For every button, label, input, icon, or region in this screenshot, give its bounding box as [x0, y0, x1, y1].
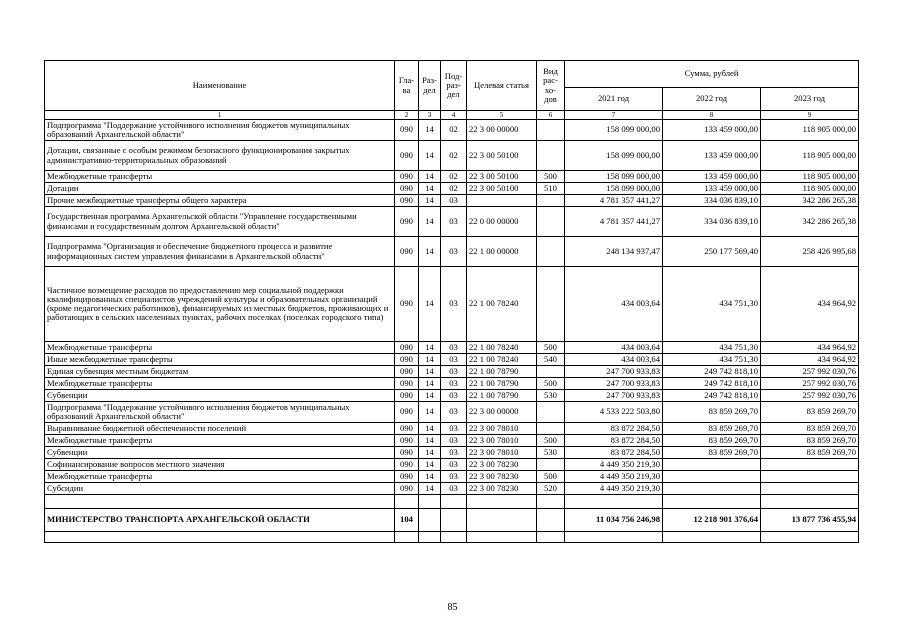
row-glava: 090: [395, 402, 419, 423]
row-2021: 247 700 933,83: [565, 366, 663, 378]
page-number: 85: [447, 602, 458, 613]
row-glava: 090: [395, 267, 419, 342]
row-glava: 090: [395, 141, 419, 171]
row-name: Субсидии: [45, 483, 395, 495]
row-target: 22 1 00 78240: [467, 354, 537, 366]
row-razdel: 14: [419, 447, 441, 459]
column-index-row: [45, 111, 859, 120]
column-index: 2: [395, 111, 419, 120]
blank-row: [45, 532, 859, 543]
row-2022: 250 177 569,40: [663, 237, 761, 267]
row-2022: 83 859 269,70: [663, 447, 761, 459]
header-year-2023: 2023 год: [761, 88, 859, 111]
row-name: Межбюджетные трансферты: [45, 435, 395, 447]
row-target: 22 1 00 78240: [467, 342, 537, 354]
row-2023: 258 426 995,68: [761, 237, 859, 267]
row-name: Прочие межбюджетные трансферты общего характера: [45, 195, 395, 207]
row-2021: 4 449 350 219,30: [565, 483, 663, 495]
row-2021: 434 003,64: [565, 354, 663, 366]
table-row: [45, 354, 859, 366]
row-glava: 090: [395, 390, 419, 402]
row-vid: [537, 402, 565, 423]
row-2021: 4 533 222 503,80: [565, 402, 663, 423]
row-podrazdel: 03: [441, 483, 467, 495]
row-razdel: 14: [419, 183, 441, 195]
header-sum: Сумма, рублей: [565, 61, 859, 88]
row-name: Единая субвенция местным бюджетам: [45, 366, 395, 378]
row-target: [467, 195, 537, 207]
row-target: 22 3 00 78230: [467, 471, 537, 483]
row-vid: 500: [537, 435, 565, 447]
total-2021: 11 034 756 246,98: [565, 509, 663, 532]
row-razdel: 14: [419, 402, 441, 423]
total-row: [45, 509, 859, 532]
row-2021: 4 449 350 219,30: [565, 459, 663, 471]
row-razdel: 14: [419, 378, 441, 390]
row-name: Межбюджетные трансферты: [45, 471, 395, 483]
row-2023: 342 286 265,38: [761, 195, 859, 207]
row-podrazdel: 02: [441, 141, 467, 171]
budget-table: [44, 60, 859, 543]
row-podrazdel: 03: [441, 423, 467, 435]
table-row: [45, 195, 859, 207]
row-2022: [663, 459, 761, 471]
row-glava: 090: [395, 171, 419, 183]
row-target: 22 3 00 78230: [467, 459, 537, 471]
total-2022: 12 218 901 376,64: [663, 509, 761, 532]
row-name: Межбюджетные трансферты: [45, 171, 395, 183]
row-2021: 4 781 357 441,27: [565, 207, 663, 237]
row-name: Частичное возмещение расходов по предоставлению мер социальной поддержки квалифицированных специалистов учреждений культуры и образовательных организаций (кроме педагогических работников), финансируемых из местных бюджетов, проживающих и работающих в сельских населенных пунктах, рабочих поселках (поселках городского типа): [45, 267, 395, 342]
row-glava: 090: [395, 471, 419, 483]
row-glava: 090: [395, 342, 419, 354]
row-vid: [537, 423, 565, 435]
row-target: 22 1 00 78790: [467, 366, 537, 378]
row-razdel: 14: [419, 342, 441, 354]
row-target: 22 3 00 50100: [467, 141, 537, 171]
row-glava: 090: [395, 195, 419, 207]
row-vid: 510: [537, 183, 565, 195]
row-glava: 090: [395, 237, 419, 267]
row-target: 22 0 00 00000: [467, 207, 537, 237]
row-name: Дотации: [45, 183, 395, 195]
row-2023: 434 964,92: [761, 354, 859, 366]
row-vid: 530: [537, 447, 565, 459]
row-glava: 090: [395, 378, 419, 390]
row-2021: 83 872 284,50: [565, 423, 663, 435]
row-2023: 118 905 000,00: [761, 183, 859, 195]
table-row: [45, 390, 859, 402]
row-podrazdel: 02: [441, 183, 467, 195]
row-2023: 257 992 030,76: [761, 390, 859, 402]
row-podrazdel: 03: [441, 471, 467, 483]
total-glava: 104: [395, 509, 419, 532]
row-2021: 158 099 000,00: [565, 171, 663, 183]
row-glava: 090: [395, 459, 419, 471]
column-index: 4: [441, 111, 467, 120]
row-vid: [537, 195, 565, 207]
row-2022: 133 459 000,00: [663, 171, 761, 183]
row-2022: 249 742 818,10: [663, 390, 761, 402]
row-podrazdel: 03: [441, 402, 467, 423]
row-razdel: 14: [419, 471, 441, 483]
row-name: Подпрограмма "Поддержание устойчивого исполнения бюджетов муниципальных образований Архангельской области": [45, 402, 395, 423]
row-2021: 158 099 000,00: [565, 183, 663, 195]
table-row: [45, 447, 859, 459]
header-razdel: Раз-дел: [419, 61, 441, 111]
row-2022: 434 751,30: [663, 354, 761, 366]
row-2021: 4 781 357 441,27: [565, 195, 663, 207]
row-name: Субвенции: [45, 447, 395, 459]
row-target: 22 3 00 50100: [467, 171, 537, 183]
row-2021: 248 134 937,47: [565, 237, 663, 267]
row-razdel: 14: [419, 354, 441, 366]
row-2023: 434 964,92: [761, 342, 859, 354]
row-razdel: 14: [419, 459, 441, 471]
row-podrazdel: 02: [441, 171, 467, 183]
row-vid: 520: [537, 483, 565, 495]
row-2021: 4 449 350 219,30: [565, 471, 663, 483]
total-name: МИНИСТЕРСТВО ТРАНСПОРТА АРХАНГЕЛЬСКОЙ ОБЛАСТИ: [45, 509, 395, 532]
row-name: Подпрограмма "Организация и обеспечение бюджетного процесса и развитие информационных систем управления финансами в Архангельской области": [45, 237, 395, 267]
row-2022: 249 742 818,10: [663, 366, 761, 378]
row-2021: 247 700 933,83: [565, 390, 663, 402]
row-target: 22 3 00 78230: [467, 483, 537, 495]
row-2023: 257 992 030,76: [761, 378, 859, 390]
table-row: [45, 483, 859, 495]
row-2023: 434 964,92: [761, 267, 859, 342]
row-target: 22 1 00 78790: [467, 378, 537, 390]
row-glava: 090: [395, 423, 419, 435]
row-razdel: 14: [419, 120, 441, 141]
row-name: Межбюджетные трансферты: [45, 342, 395, 354]
row-razdel: 14: [419, 207, 441, 237]
column-index: 5: [467, 111, 537, 120]
row-2023: [761, 483, 859, 495]
row-name: Иные межбюджетные трансферты: [45, 354, 395, 366]
table-row: [45, 120, 859, 141]
row-2021: 434 003,64: [565, 267, 663, 342]
row-2022: [663, 483, 761, 495]
row-razdel: 14: [419, 195, 441, 207]
row-2023: 83 859 269,70: [761, 402, 859, 423]
table-row: [45, 141, 859, 171]
row-2022: 434 751,30: [663, 267, 761, 342]
row-2023: 118 905 000,00: [761, 141, 859, 171]
row-2022: 83 859 269,70: [663, 402, 761, 423]
row-2021: 158 099 000,00: [565, 120, 663, 141]
row-razdel: 14: [419, 141, 441, 171]
row-glava: 090: [395, 447, 419, 459]
row-vid: [537, 141, 565, 171]
row-vid: 500: [537, 378, 565, 390]
row-podrazdel: 03: [441, 195, 467, 207]
row-razdel: 14: [419, 237, 441, 267]
row-glava: 090: [395, 366, 419, 378]
row-podrazdel: 03: [441, 459, 467, 471]
row-2021: 83 872 284,50: [565, 435, 663, 447]
column-index: 7: [565, 111, 663, 120]
row-2023: 83 859 269,70: [761, 447, 859, 459]
row-podrazdel: 03: [441, 378, 467, 390]
row-2022: 133 459 000,00: [663, 183, 761, 195]
row-podrazdel: 03: [441, 267, 467, 342]
column-index: 1: [45, 111, 395, 120]
row-target: 22 1 00 78790: [467, 390, 537, 402]
row-vid: [537, 459, 565, 471]
row-2023: 83 859 269,70: [761, 435, 859, 447]
row-target: 22 3 00 78010: [467, 435, 537, 447]
row-name: Дотации, связанные с особым режимом безопасного функционирования закрытых административно-территориальных образований: [45, 141, 395, 171]
row-vid: [537, 366, 565, 378]
header-year-2022: 2022 год: [663, 88, 761, 111]
row-2023: 83 859 269,70: [761, 423, 859, 435]
row-target: 22 3 00 00000: [467, 120, 537, 141]
row-glava: 090: [395, 354, 419, 366]
row-name: Подпрограмма "Поддержание устойчивого исполнения бюджетов муниципальных образований Архангельской области": [45, 120, 395, 141]
row-2022: 83 859 269,70: [663, 423, 761, 435]
row-vid: 500: [537, 471, 565, 483]
row-razdel: 14: [419, 171, 441, 183]
blank-row: [45, 495, 859, 509]
row-vid: [537, 207, 565, 237]
table-row: [45, 267, 859, 342]
row-vid: [537, 237, 565, 267]
table-row: [45, 342, 859, 354]
row-podrazdel: 02: [441, 120, 467, 141]
row-glava: 090: [395, 435, 419, 447]
column-index: 8: [663, 111, 761, 120]
row-name: Выравнивание бюджетной обеспеченности поселений: [45, 423, 395, 435]
table-row: [45, 171, 859, 183]
row-razdel: 14: [419, 483, 441, 495]
row-target: 22 3 00 50100: [467, 183, 537, 195]
row-name: Софинансирование вопросов местного значения: [45, 459, 395, 471]
row-podrazdel: 03: [441, 447, 467, 459]
row-vid: [537, 120, 565, 141]
row-name: Субвенции: [45, 390, 395, 402]
row-vid: [537, 267, 565, 342]
row-2023: 118 905 000,00: [761, 171, 859, 183]
header-year-2021: 2021 год: [565, 88, 663, 111]
row-2023: 257 992 030,76: [761, 366, 859, 378]
row-2022: 133 459 000,00: [663, 120, 761, 141]
row-razdel: 14: [419, 366, 441, 378]
row-razdel: 14: [419, 435, 441, 447]
table-row: [45, 183, 859, 195]
column-index: 3: [419, 111, 441, 120]
table-row: [45, 366, 859, 378]
row-name: Государственная программа Архангельской области "Управление государственными финансами и государственным долгом Архангельской области": [45, 207, 395, 237]
row-target: 22 1 00 78240: [467, 267, 537, 342]
row-2022: 133 459 000,00: [663, 141, 761, 171]
row-podrazdel: 03: [441, 237, 467, 267]
row-target: 22 3 00 78010: [467, 423, 537, 435]
row-target: 22 1 00 00000: [467, 237, 537, 267]
row-2021: 434 003,64: [565, 342, 663, 354]
row-2022: 83 859 269,70: [663, 435, 761, 447]
table-row: [45, 435, 859, 447]
row-podrazdel: 03: [441, 390, 467, 402]
row-2022: [663, 471, 761, 483]
table-row: [45, 378, 859, 390]
row-vid: 500: [537, 171, 565, 183]
row-2021: 83 872 284,50: [565, 447, 663, 459]
column-index: 6: [537, 111, 565, 120]
row-glava: 090: [395, 483, 419, 495]
table-row: [45, 402, 859, 423]
header-podrazdel: Под-раз-дел: [441, 61, 467, 111]
header-name: Наименование: [45, 61, 395, 111]
row-razdel: 14: [419, 267, 441, 342]
row-podrazdel: 03: [441, 342, 467, 354]
row-2022: 249 742 818,10: [663, 378, 761, 390]
row-vid: 540: [537, 354, 565, 366]
row-vid: 500: [537, 342, 565, 354]
table-row: [45, 237, 859, 267]
row-podrazdel: 03: [441, 207, 467, 237]
row-2022: 434 751,30: [663, 342, 761, 354]
row-razdel: 14: [419, 423, 441, 435]
row-2022: 334 036 839,10: [663, 195, 761, 207]
row-razdel: 14: [419, 390, 441, 402]
row-podrazdel: 03: [441, 366, 467, 378]
row-podrazdel: 03: [441, 354, 467, 366]
row-target: 22 3 00 78010: [467, 447, 537, 459]
row-podrazdel: 03: [441, 435, 467, 447]
total-2023: 13 877 736 455,94: [761, 509, 859, 532]
row-target: 22 3 00 00000: [467, 402, 537, 423]
column-index: 9: [761, 111, 859, 120]
row-2022: 334 036 839,10: [663, 207, 761, 237]
row-vid: 530: [537, 390, 565, 402]
header-vid: Вид рас-хо-дов: [537, 61, 565, 111]
table-body: [45, 120, 859, 543]
row-2023: 118 905 000,00: [761, 120, 859, 141]
table-row: [45, 207, 859, 237]
row-2023: [761, 459, 859, 471]
table-row: [45, 471, 859, 483]
header-target: Целевая статья: [467, 61, 537, 111]
row-name: Межбюджетные трансферты: [45, 378, 395, 390]
row-glava: 090: [395, 207, 419, 237]
row-2021: 247 700 933,83: [565, 378, 663, 390]
table-row: [45, 423, 859, 435]
row-2023: 342 286 265,38: [761, 207, 859, 237]
row-glava: 090: [395, 120, 419, 141]
row-glava: 090: [395, 183, 419, 195]
table-row: [45, 459, 859, 471]
row-2023: [761, 471, 859, 483]
header-glava: Гла-ва: [395, 61, 419, 111]
row-2021: 158 099 000,00: [565, 141, 663, 171]
